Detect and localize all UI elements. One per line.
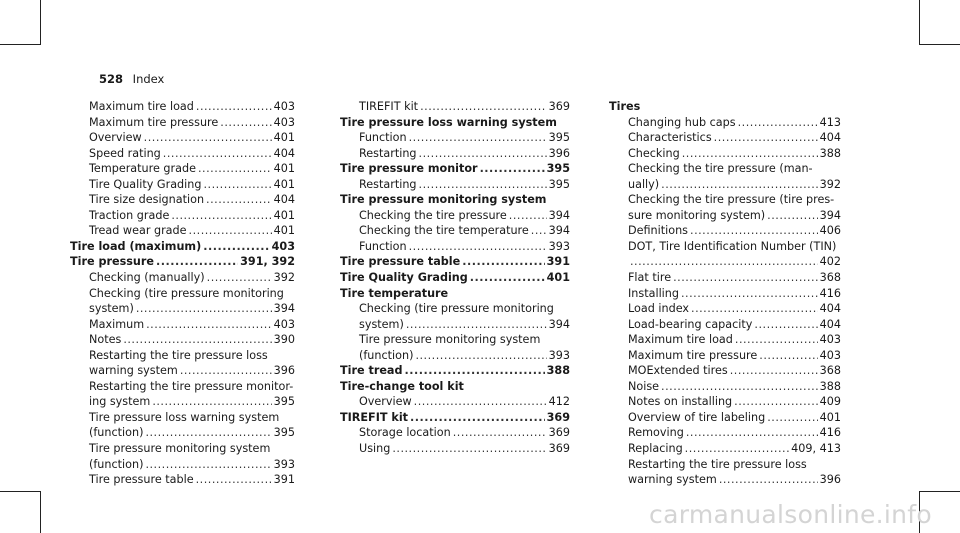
page-number: 528 [99,72,124,86]
entry-label: Tire Quality Grading [89,177,202,191]
index-subentry [609,379,841,395]
page-reference[interactable]: 404 [273,146,295,160]
index-subentry [609,410,841,426]
dot-leader [719,472,818,488]
entry-label: Checking the tire pressure [359,208,507,222]
entry-label: Tire temperature [340,286,449,300]
dot-leader [630,254,818,270]
index-subentry [609,270,841,286]
page-reference[interactable]: 388 [819,146,841,160]
page-reference[interactable]: 388 [819,379,841,393]
page-reference[interactable]: 403 [273,100,295,113]
page-reference[interactable]: 413 [819,115,841,129]
entry-label: Maximum tire load [89,100,194,113]
page-reference[interactable]: 394 [548,224,570,238]
index-heading [340,161,570,177]
crop-mark [0,44,41,45]
entry-label: Checking [628,146,680,160]
entry-label: TIREFIT kit [359,100,419,113]
entry-label: Tire load (maximum) [70,239,202,253]
entry-label: ually) [628,177,660,191]
dot-leader [767,208,817,224]
page-reference[interactable]: 404 [273,193,295,207]
dot-leader [754,317,817,333]
watermark: carmanualsonline.info [649,500,932,529]
dot-leader [661,379,818,395]
entry-label: Checking (manually) [89,271,205,285]
dot-leader [673,270,818,286]
entry-label: Maximum [89,317,145,331]
entry-label: Speed rating [89,146,161,160]
index-subentry [340,130,570,146]
entry-label: Maximum tire load [628,333,733,347]
dot-leader [220,115,271,131]
page-reference[interactable]: 395 [548,131,570,145]
dot-leader [189,223,272,239]
page-reference[interactable]: 406 [819,224,841,238]
entry-label: Tire pressure monitoring system [340,193,547,207]
page-reference[interactable]: 395 [548,177,570,191]
entry-label: Load-bearing capacity [628,317,753,331]
entry-label: Tire Quality Grading [340,271,468,285]
entry-label: warning system [628,473,717,487]
page-reference[interactable]: 401 [546,271,570,285]
page-reference[interactable]: 402 [819,255,841,269]
dot-leader [163,146,272,162]
index-entry-continuation: Restarting the tire pressure monitor- [89,379,294,393]
entry-label: Function [359,131,407,145]
entry-label: Load index [628,302,690,316]
index-heading [340,115,570,131]
index-subentry [70,115,295,131]
dot-leader [415,348,546,364]
index-subentry [70,332,295,348]
dot-leader [730,363,818,379]
entry-label: Tire pressure loss warning system [340,115,557,129]
index-subentry [609,348,841,364]
index-subentry [609,441,841,457]
index-subentry [70,208,295,224]
page-reference[interactable]: 391 [546,255,570,269]
entry-label: Tire size designation [89,193,205,207]
index-subentry [340,146,570,162]
index-heading [340,270,570,286]
dot-leader [419,146,547,162]
entry-label: Using [359,442,391,456]
index-subentry [70,99,295,115]
page-reference[interactable]: 394 [548,208,570,222]
index-entry-continuation: Tire pressure monitoring system [89,442,271,456]
page-reference[interactable]: 392 [273,271,295,285]
section-title: Index [132,72,165,86]
page-reference[interactable]: 401 [819,410,841,424]
index-subentry [70,192,295,208]
page-reference[interactable]: 390 [273,333,295,347]
index-heading [340,254,570,270]
entry-label: warning system [89,364,178,378]
page-reference[interactable]: 368 [819,271,841,285]
index-subentry [609,363,841,379]
index-subentry [609,317,841,333]
index-subentry [70,130,295,146]
entry-label: Removing [628,426,684,440]
entry-label: Storage location [359,426,451,440]
dot-leader [714,130,818,146]
page-reference[interactable]: 409, 413 [791,442,841,456]
entry-label: (function) [89,457,144,471]
dot-leader [206,192,272,208]
index-subentry [609,425,841,441]
entry-label: Tires [609,100,641,113]
dot-leader [203,239,269,255]
entry-label: Overview [359,395,412,409]
crop-mark [0,491,41,492]
dot-leader [198,161,272,177]
page-reference[interactable]: 401 [273,224,295,238]
dot-leader [171,208,271,224]
entry-label: Restarting [359,177,417,191]
index-entry-continuation: Tire pressure loss warning system [89,410,280,424]
page-reference[interactable]: 396 [273,364,295,378]
index-subentry [340,441,570,457]
dot-leader [661,177,817,193]
index-subentry [70,177,295,193]
page-reference[interactable]: 393 [548,348,570,362]
page-reference[interactable]: 412 [548,395,570,409]
entry-label: Tire-change tool kit [340,379,464,393]
entry-label: system) [89,302,134,316]
page-reference[interactable]: 395 [273,395,295,409]
index-subentry [609,254,841,270]
index-subentry [609,208,841,224]
entry-label: Notes [89,333,122,347]
page-reference[interactable]: 393 [273,457,295,471]
dot-leader [509,208,547,224]
page-reference[interactable]: 395 [273,426,295,440]
page-reference[interactable]: 369 [548,442,570,456]
crop-mark [919,44,960,45]
dot-leader [156,254,238,270]
page-reference[interactable]: 403 [273,317,295,331]
index-subentry [609,301,841,317]
index-subentry [70,317,295,333]
index-entry-continuation: Tire pressure monitoring system [359,333,541,347]
dot-leader [531,223,547,239]
index-entry-continuation: Checking the tire pressure (tire pres- [628,193,835,207]
index-subentry [70,425,295,441]
page-reference[interactable]: 369 [548,426,570,440]
crop-mark [40,0,41,44]
index-subentry [70,457,295,473]
dot-leader [759,348,817,364]
index-subentry [609,115,841,131]
page-reference[interactable]: 403 [271,239,295,253]
index-heading [340,192,570,208]
page-reference[interactable]: 369 [546,410,570,424]
entry-label: Flat tire [628,271,672,285]
page-reference[interactable]: 391 [273,473,295,487]
page-reference[interactable]: 401 [273,177,295,191]
dot-leader [419,177,547,193]
page-reference[interactable]: 392 [819,177,841,191]
index-subentry [70,363,295,379]
dot-leader [681,286,818,302]
dot-leader [180,363,272,379]
entry-label: Characteristics [628,131,712,145]
page-reference[interactable]: 368 [819,364,841,378]
index-subentry [340,394,570,410]
dot-leader [207,270,272,286]
entry-label: Traction grade [89,208,170,222]
page-reference[interactable]: 394 [273,302,295,316]
index-subentry [340,208,570,224]
index-subentry [340,348,570,364]
page-reference[interactable]: 393 [548,239,570,253]
entry-label: Temperature grade [89,162,196,176]
index-heading [340,410,570,426]
index-subentry [340,317,570,333]
entry-label: (function) [89,426,144,440]
dot-leader [414,394,547,410]
index-subentry [70,161,295,177]
page-reference[interactable]: 369 [548,100,570,113]
index-subentry [609,130,841,146]
dot-leader [462,254,544,270]
page-reference[interactable]: 404 [819,131,841,145]
entry-label: sure monitoring system) [628,208,766,222]
index-subentry [340,223,570,239]
index-entry-continuation: Checking the tire pressure (man- [628,162,813,176]
index-heading [340,286,570,302]
dot-leader [203,177,271,193]
page-reference[interactable]: 401 [273,131,295,145]
page-reference[interactable]: 396 [819,473,841,487]
index-entry-continuation: Restarting the tire pressure loss [89,348,268,362]
index-subentry [609,472,841,488]
page-reference[interactable]: 416 [819,286,841,300]
entry-label: Restarting [359,146,417,160]
index-subentry [70,146,295,162]
entry-label: MOExtended tires [628,364,728,378]
entry-label: Tire pressure table [89,473,194,487]
index-heading [70,239,295,255]
page-reference[interactable]: 394 [819,208,841,222]
entry-label: Noise [628,379,660,393]
dot-leader [406,317,547,333]
index-subentry [609,177,841,193]
index-subentry [70,301,295,317]
index-subentry [340,239,570,255]
index-heading [340,363,570,379]
entry-label: Checking the tire temperature [359,224,529,238]
dot-leader [146,317,272,333]
entry-label: Overview of tire labeling [628,410,766,424]
index-entry-continuation: Restarting the tire pressure loss [628,457,807,471]
crop-mark [919,491,960,492]
dot-leader [196,99,272,115]
index-subentry [609,146,841,162]
dot-leader [404,363,544,379]
page-reference[interactable]: 388 [546,364,570,378]
dot-leader [738,115,818,131]
entry-label: ing system [89,395,151,409]
dot-leader [480,161,545,177]
page-reference[interactable]: 391, 392 [240,255,295,269]
dot-leader [144,130,272,146]
index-heading [70,254,295,270]
dot-leader [196,472,272,488]
page-reference[interactable]: 409 [819,395,841,409]
entry-label: Tire pressure [70,255,154,269]
dot-leader [767,410,817,426]
entry-label: (function) [359,348,414,362]
crop-mark [40,491,41,533]
page-reference[interactable]: 394 [548,317,570,331]
dot-leader [145,457,271,473]
page-reference[interactable]: 404 [819,317,841,331]
dot-leader [136,301,272,317]
dot-leader [152,394,271,410]
entry-label: Overview [89,131,142,145]
entry-label: Function [359,239,407,253]
index-subentry [70,472,295,488]
page-reference[interactable]: 401 [273,162,295,176]
index-subentry [70,223,295,239]
index-entry-continuation: Checking (tire pressure monitoring [89,286,284,300]
entry-label: Tread wear grade [89,224,187,238]
index-entry-continuation: DOT, Tire Identification Number (TIN) [628,239,837,253]
index-subentry [340,177,570,193]
dot-leader [686,425,818,441]
index-subentry [340,99,570,115]
index-subentry [609,394,841,410]
dot-leader [735,332,818,348]
dot-leader [685,441,790,457]
index-subentry [70,394,295,410]
entry-label: Replacing [628,442,683,456]
dot-leader [123,332,271,348]
entry-label: Changing hub caps [628,115,736,129]
index-subentry [340,425,570,441]
dot-leader [392,441,546,457]
index-column-1 [70,99,295,488]
page-header [99,72,164,86]
entry-label: Installing [628,286,679,300]
dot-leader [420,99,547,115]
dot-leader [409,239,547,255]
index-subentry [609,332,841,348]
dot-leader [691,301,818,317]
page-reference[interactable]: 404 [819,302,841,316]
page-reference[interactable]: 401 [273,208,295,222]
page-reference[interactable]: 403 [819,333,841,347]
index-column-2 [340,99,570,457]
page-reference[interactable]: 403 [819,348,841,362]
page-reference[interactable]: 395 [546,162,570,176]
entry-label: system) [359,317,404,331]
page-reference[interactable]: 403 [273,115,295,129]
entry-label: Maximum tire pressure [628,348,758,362]
page-reference[interactable]: 416 [819,426,841,440]
dot-leader [470,270,545,286]
index-heading [609,99,841,115]
dot-leader [690,223,818,239]
dot-leader [409,130,547,146]
index-subentry [609,286,841,302]
index-entry-continuation: Checking (tire pressure monitoring [359,302,554,316]
dot-leader [453,425,547,441]
entry-label: Maximum tire pressure [89,115,219,129]
index-heading [340,379,570,395]
page-reference[interactable]: 396 [548,146,570,160]
entry-label: Tire pressure monitor [340,162,478,176]
entry-label: Tire pressure table [340,255,461,269]
index-subentry [609,223,841,239]
index-column-3 [609,99,841,488]
dot-leader [145,425,271,441]
dot-leader [734,394,817,410]
dot-leader [682,146,818,162]
entry-label: Notes on installing [628,395,733,409]
crop-mark [919,0,920,44]
entry-label: Tire tread [340,364,403,378]
index-subentry [70,270,295,286]
entry-label: Definitions [628,224,689,238]
dot-leader [410,410,545,426]
entry-label: TIREFIT kit [340,410,409,424]
